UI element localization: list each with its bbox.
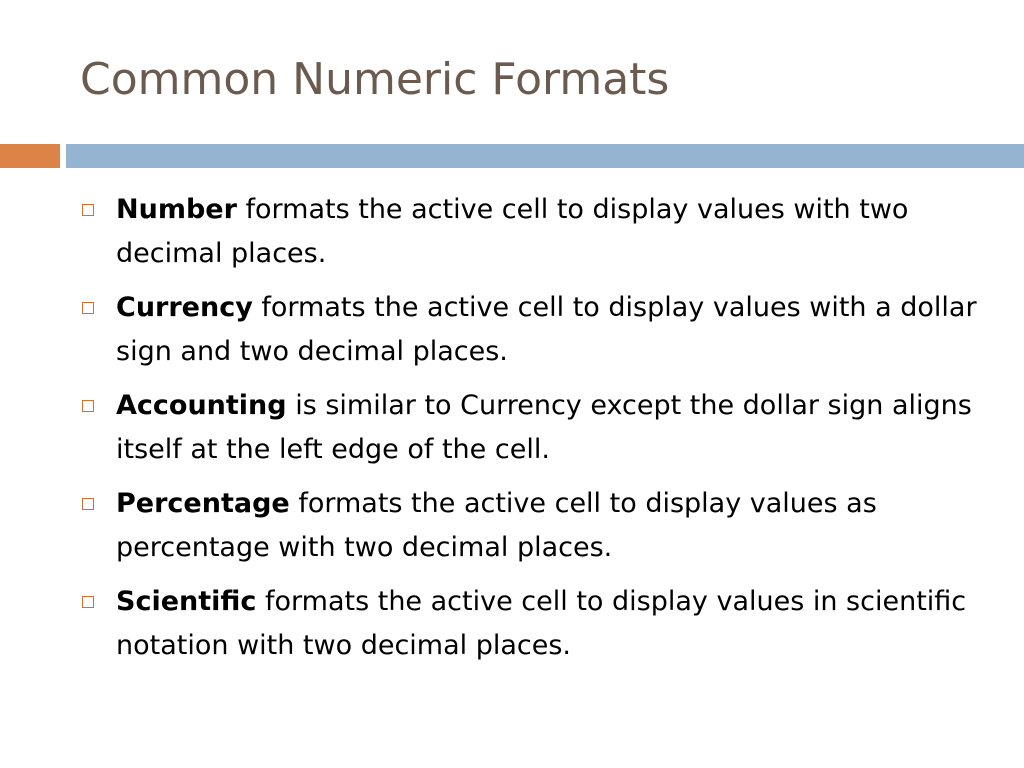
bullet-term: Accounting: [116, 390, 287, 421]
bullet-term: Number: [116, 194, 237, 225]
bullet-text: formats the active cell to display values with a dollar sign and two decimal places.: [116, 292, 977, 367]
square-bullet-icon: [82, 302, 94, 314]
bullet-item-currency: [80, 286, 980, 374]
square-bullet-icon: [82, 400, 94, 412]
bullet-term: Scientific: [116, 586, 257, 617]
bullet-text: is similar to Currency except the dollar sign aligns itself at the left edge of the cell.: [116, 390, 972, 465]
bullet-term: Currency: [116, 292, 253, 323]
bullet-text: formats the active cell to display values with two decimal places.: [116, 194, 909, 269]
bullet-text: formats the active cell to display values in scientific notation with two decimal places.: [116, 586, 967, 661]
bullet-list: [80, 188, 980, 678]
title-accent-bar: [0, 144, 60, 168]
square-bullet-icon: [82, 204, 94, 216]
bullet-text: formats the active cell to display values as percentage with two decimal places.: [116, 488, 877, 563]
square-bullet-icon: [82, 596, 94, 608]
title-divider-bar: [66, 144, 1024, 168]
bullet-term: Percentage: [116, 488, 290, 519]
bullet-item-number: [80, 188, 980, 276]
bullet-item-accounting: [80, 384, 980, 472]
square-bullet-icon: [82, 498, 94, 510]
bullet-item-percentage: [80, 482, 980, 570]
slide-title: Common Numeric Formats: [80, 54, 670, 105]
bullet-item-scientific: [80, 580, 980, 668]
